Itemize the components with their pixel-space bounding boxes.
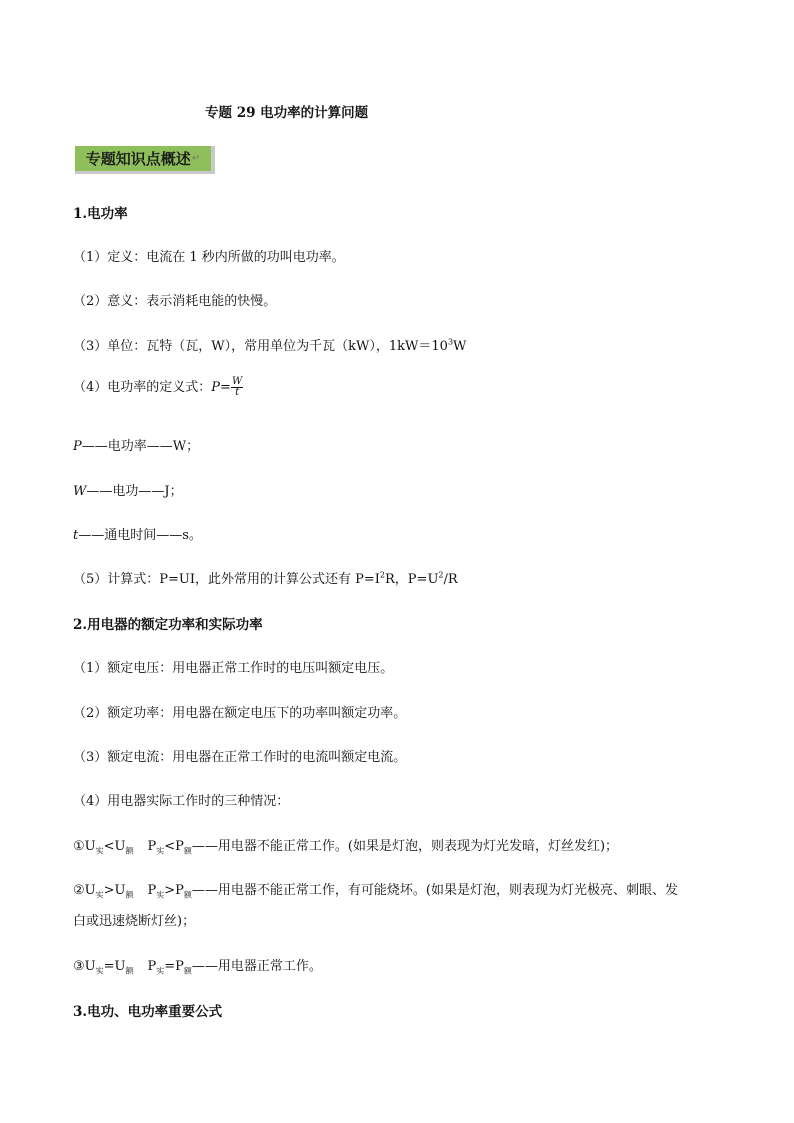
case-3	[73, 955, 322, 977]
case-1-p: P	[147, 839, 157, 854]
unit-exponent: 3	[447, 337, 454, 347]
w-symbol: W	[73, 484, 87, 499]
case-2-op-1: >U	[103, 883, 126, 898]
w-definition	[73, 480, 183, 499]
case-1-op-2: <P	[164, 839, 184, 854]
case-1-sub-3: 实	[156, 846, 165, 856]
calc-exponent-2: 2	[438, 570, 444, 580]
case-3-sub-2: 额	[125, 966, 134, 976]
formula-eq: =	[220, 380, 231, 395]
case-1-op-1: <U	[103, 839, 126, 854]
rated-current-line: （3）额定电流：用电器在正常工作时的电流叫额定电流。	[73, 750, 407, 765]
three-cases-line: （4）用电器实际工作时的三种情况：	[73, 794, 290, 809]
calc-end: /R	[443, 572, 458, 587]
case-1-sub-2: 额	[125, 846, 134, 856]
unit-text: （3）单位：瓦特（瓦，W），常用单位为千瓦（kW），1kW＝10	[73, 339, 448, 354]
calc-mid: R，P=U	[385, 572, 439, 587]
unit-line	[73, 335, 466, 354]
case-2-text: ——用电器不能正常工作，有可能烧坏。(如果是灯泡，则表现为灯光极亮、刺眼、发	[191, 883, 678, 898]
formula-p: P	[211, 380, 221, 395]
case-3-sub-1: 实	[95, 966, 104, 976]
p-definition	[73, 435, 199, 454]
page-title: 专题 29 电功率的计算问题	[205, 105, 369, 121]
case-2-sub-1: 实	[95, 890, 104, 900]
return-mark-icon: ↵	[191, 153, 201, 164]
case-1-sub-1: 实	[95, 846, 104, 856]
case-1-text: ——用电器不能正常工作。(如果是灯泡，则表现为灯光发暗，灯丝发红)；	[191, 839, 619, 854]
case-1-sub-4: 额	[183, 846, 192, 856]
case-3-op-1: =U	[103, 959, 126, 974]
case-3-p: P	[147, 959, 157, 974]
case-2-op-2: >P	[164, 883, 184, 898]
banner-label: 专题知识点概述	[85, 150, 191, 168]
calc-text: （5）计算式：P=UI，此外常用的计算公式还有 P=I	[73, 572, 380, 587]
rated-power-line: （2）额定功率：用电器在额定电压下的功率叫额定功率。	[73, 706, 407, 721]
unit-end: W	[453, 339, 467, 354]
case-2-p: P	[147, 883, 157, 898]
p-description: ——电功率——W；	[81, 439, 200, 454]
case-2	[73, 879, 678, 901]
section-banner	[75, 146, 215, 174]
t-definition	[73, 524, 202, 543]
formula-fraction	[231, 377, 243, 399]
case-3-sub-3: 实	[156, 966, 165, 976]
calc-exponent-1: 2	[379, 570, 386, 580]
p-symbol: P	[73, 439, 82, 454]
formula-numerator: W	[231, 375, 243, 387]
case-2-mark: ②U	[73, 883, 96, 898]
t-symbol: t	[73, 528, 79, 543]
formula-prefix: （4）电功率的定义式：	[73, 380, 212, 395]
case-3-op-2: =P	[164, 959, 184, 974]
case-3-sub-4: 额	[183, 966, 192, 976]
case-2-continued: 白或迅速烧断灯丝)；	[73, 914, 196, 929]
heading-important-formulas: 3.电功、电功率重要公式	[73, 1004, 223, 1020]
definition-line: （1）定义：电流在 1 秒内所做的功叫电功率。	[73, 250, 345, 265]
t-description: ——通电时间——s。	[78, 528, 202, 543]
case-3-mark: ③U	[73, 959, 96, 974]
rated-voltage-line: （1）额定电压：用电器正常工作时的电压叫额定电压。	[73, 661, 394, 676]
heading-rated-power: 2.用电器的额定功率和实际功率	[73, 617, 263, 633]
case-2-sub-4: 额	[183, 890, 192, 900]
meaning-line: （2）意义：表示消耗电能的快慢。	[73, 294, 277, 309]
case-1	[73, 835, 618, 857]
case-2-sub-3: 实	[156, 890, 165, 900]
case-1-mark: ①U	[73, 839, 96, 854]
w-description: ——电功——J；	[86, 484, 183, 499]
formula-denominator: t	[235, 387, 240, 398]
case-3-text: ——用电器正常工作。	[191, 959, 322, 974]
case-2-sub-2: 额	[125, 890, 134, 900]
heading-electric-power: 1.电功率	[73, 206, 128, 222]
calc-line	[73, 568, 458, 587]
formula-line	[73, 376, 243, 399]
